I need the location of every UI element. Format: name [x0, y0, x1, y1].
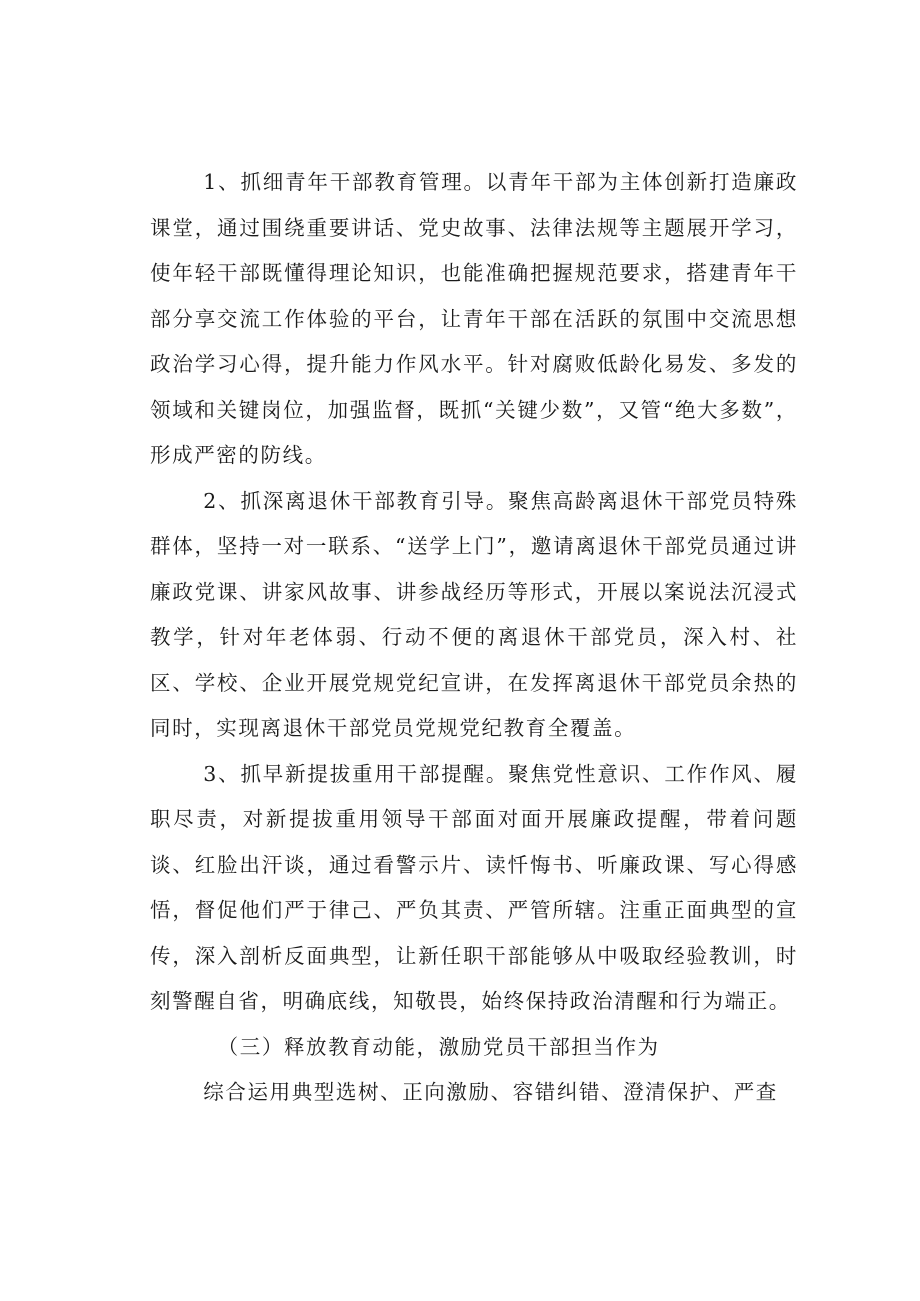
paragraph-young-cadres: 1、抓细青年干部教育管理。以青年干部为主体创新打造廉政课堂，通过围绕重要讲话、党史故事、法律法规等主题展开学习，使年轻干部既懂得理论知识，也能准确把握规范要求，搭建青年干部分享交流工作体验的平台，让青年干部在活跃的氛围中交流思想政治学习心得，提升能力作风水平。针对腐败低龄化易发、多发的领域和关键岗位，加强监督，既抓“关键少数”，又管“绝大多数”，形成严密的防线。 — [150, 170, 798, 467]
paragraph-promoted-cadres: 3、抓早新提拔重用干部提醒。聚焦党性意识、工作作风、履职尽责，对新提拔重用领导干部面对面开展廉政提醒，带着问题谈、红脸出汗谈，通过看警示片、读忏悔书、听廉政课、写心得感悟，督促他们严于律己、严负其责、严管所辖。注重正面典型的宣传，深入剖析反面典型，让新任职干部能够从中吸取经验教训，时刻警醒自省，明确底线，知敬畏，始终保持政治清醒和行为端正。 — [150, 761, 798, 1013]
paragraph-retired-cadres: 2、抓深离退休干部教育引导。聚焦高龄离退休干部党员特殊群体，坚持一对一联系、“送学上门”，邀请离退休干部党员通过讲廉政党课、讲家风故事、讲参战经历等形式，开展以案说法沉浸式教学，针对年老体弱、行动不便的离退休干部党员，深入村、社区、学校、企业开展党规党纪宣讲，在发挥离退休干部党员余热的同时，实现离退休干部党员党规党纪教育全覆盖。 — [150, 488, 798, 740]
paragraph-final: 综合运用典型选树、正向激励、容错纠错、澄清保护、严查 — [203, 1080, 778, 1104]
document-body — [150, 160, 798, 1116]
section-heading: （三）释放教育动能，激励党员干部担当作为 — [217, 1034, 660, 1059]
